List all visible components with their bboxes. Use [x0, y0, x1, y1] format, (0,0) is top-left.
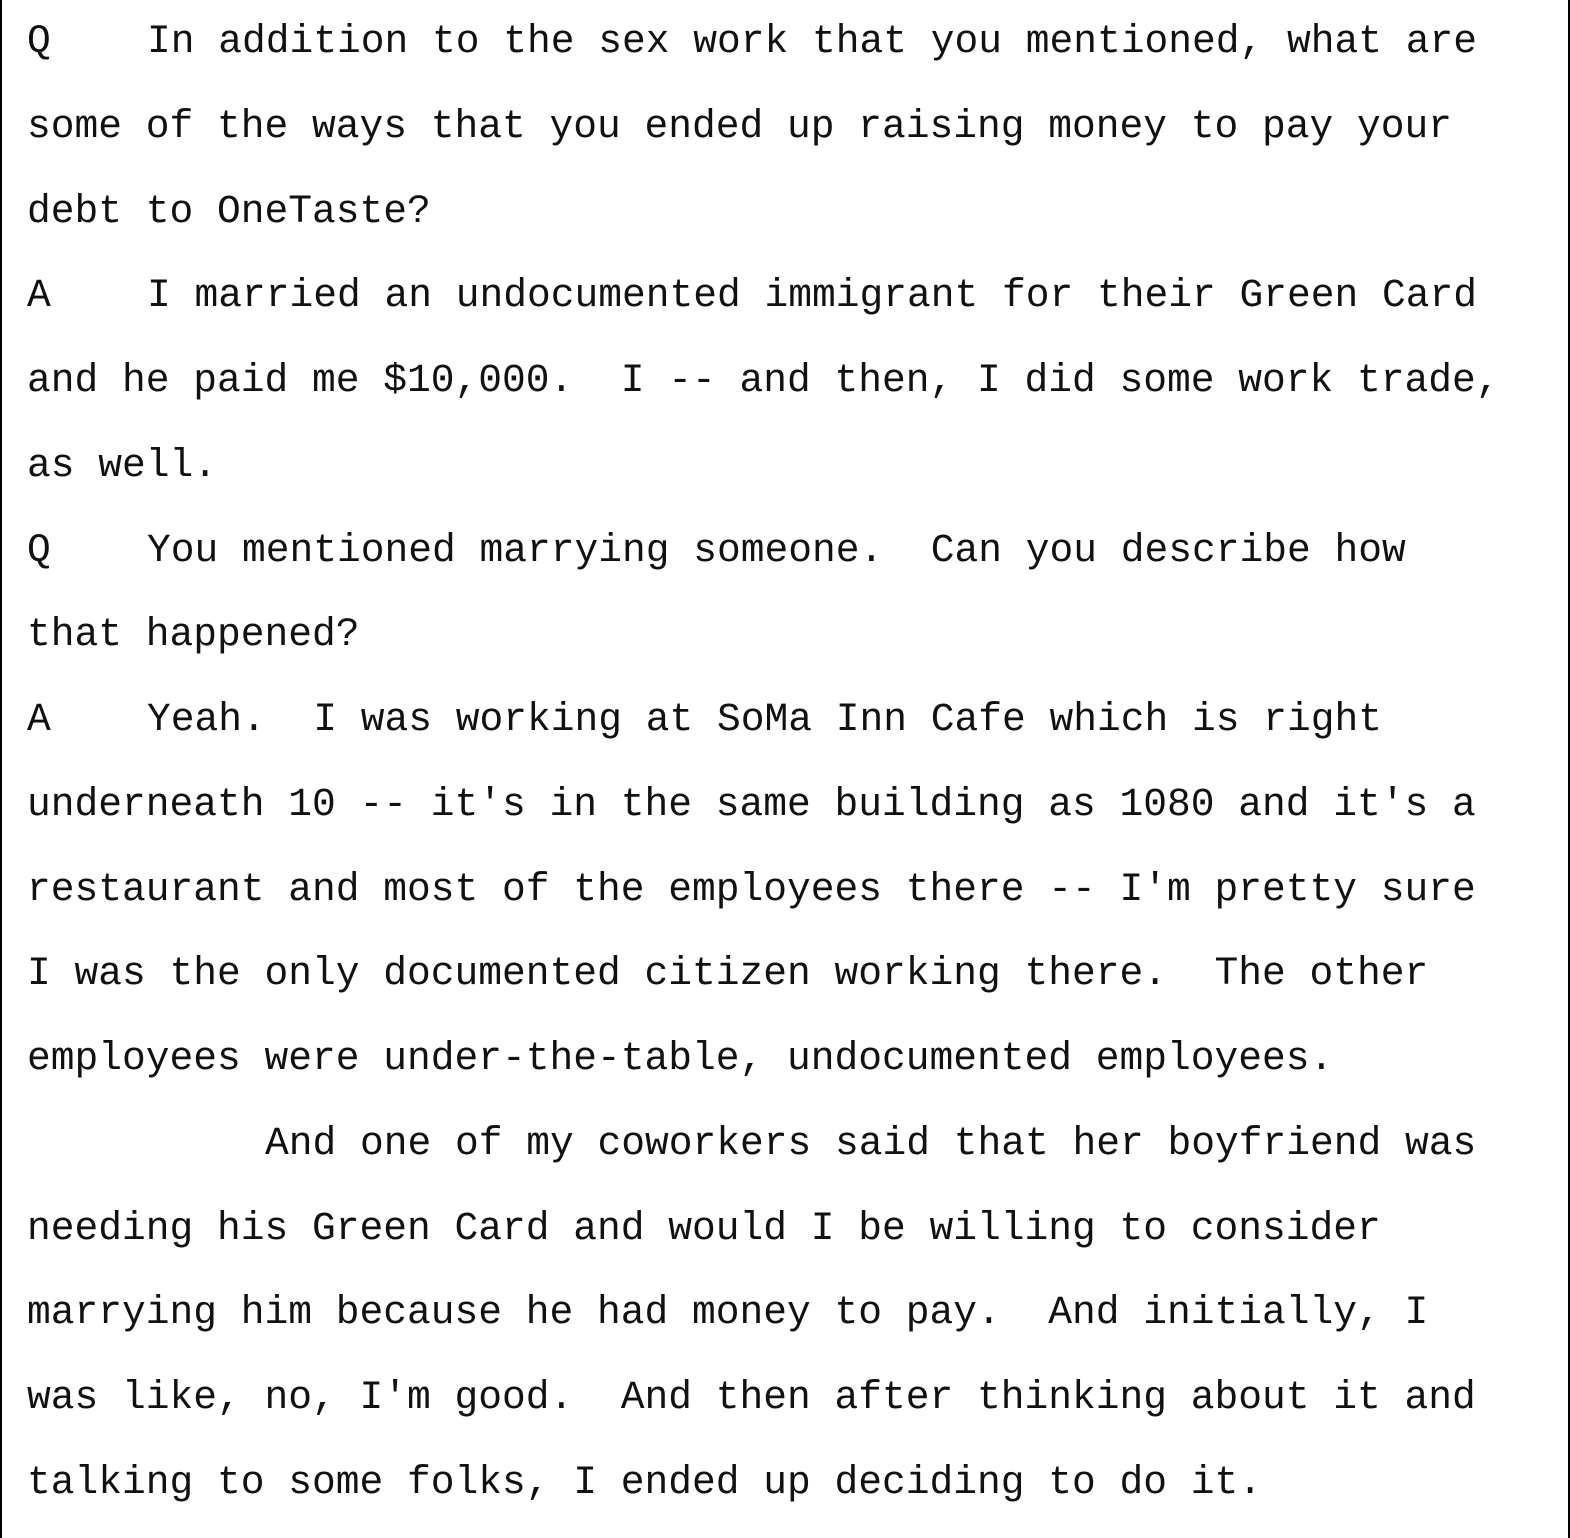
transcript-line: [27, 254, 1547, 339]
transcript-line: [27, 339, 1547, 424]
line-text: some of the ways that you ended up raising money to pay your: [27, 103, 1453, 149]
line-text: And one of my coworkers said that her boyfriend was: [265, 1120, 1477, 1166]
line-text: marrying him because he had money to pay. And initially, I: [27, 1290, 1429, 1336]
line-text: Yeah. I was working at SoMa Inn Cafe which is right: [147, 697, 1383, 742]
transcript-line: [27, 763, 1547, 848]
speaker-label: A: [27, 273, 51, 319]
line-text: needing his Green Card and would I be willing to consider: [27, 1205, 1381, 1251]
line-text: talking to some folks, I ended up deciding to do it.: [27, 1459, 1263, 1505]
line-text: underneath 10 -- it's in the same building as 1080 and it's a: [27, 781, 1476, 827]
transcript-line: [27, 1441, 1547, 1526]
line-text: restaurant and most of the employees there -- I'm pretty sure: [27, 866, 1476, 912]
transcript-line: [27, 1102, 1547, 1187]
line-text: debt to OneTaste?: [27, 188, 431, 234]
line-text: I married an undocumented immigrant for their Green Card: [147, 273, 1478, 319]
transcript-line: [27, 932, 1547, 1017]
transcript-line: [27, 0, 1547, 85]
transcript-body: [27, 0, 1547, 1526]
line-text: In addition to the sex work that you mentioned, what are: [147, 19, 1478, 64]
speaker-label: A: [27, 697, 51, 742]
transcript-line: [27, 593, 1547, 678]
transcript-line: [27, 1356, 1547, 1441]
line-text: as well.: [27, 442, 218, 488]
line-text: and he paid me $10,000. I -- and then, I did some work trade,: [27, 358, 1500, 403]
line-text: employees were under-the-table, undocumented employees.: [27, 1036, 1334, 1081]
transcript-line: [27, 424, 1547, 509]
line-text: I was the only documented citizen working there. The other: [27, 951, 1429, 997]
line-text: You mentioned marrying someone. Can you describe how: [147, 527, 1406, 573]
transcript-line: [27, 1187, 1547, 1272]
transcript-line: [27, 1017, 1547, 1102]
transcript-line: [27, 848, 1547, 933]
transcript-line: [27, 509, 1547, 594]
transcript-line: [27, 170, 1547, 255]
transcript-line: [27, 85, 1547, 170]
speaker-label: Q: [27, 527, 51, 573]
transcript-line: [27, 1271, 1547, 1356]
line-text: that happened?: [27, 612, 360, 658]
transcript-line: [27, 678, 1547, 763]
speaker-label: Q: [27, 19, 51, 64]
line-text: was like, no, I'm good. And then after thinking about it and: [27, 1375, 1476, 1420]
